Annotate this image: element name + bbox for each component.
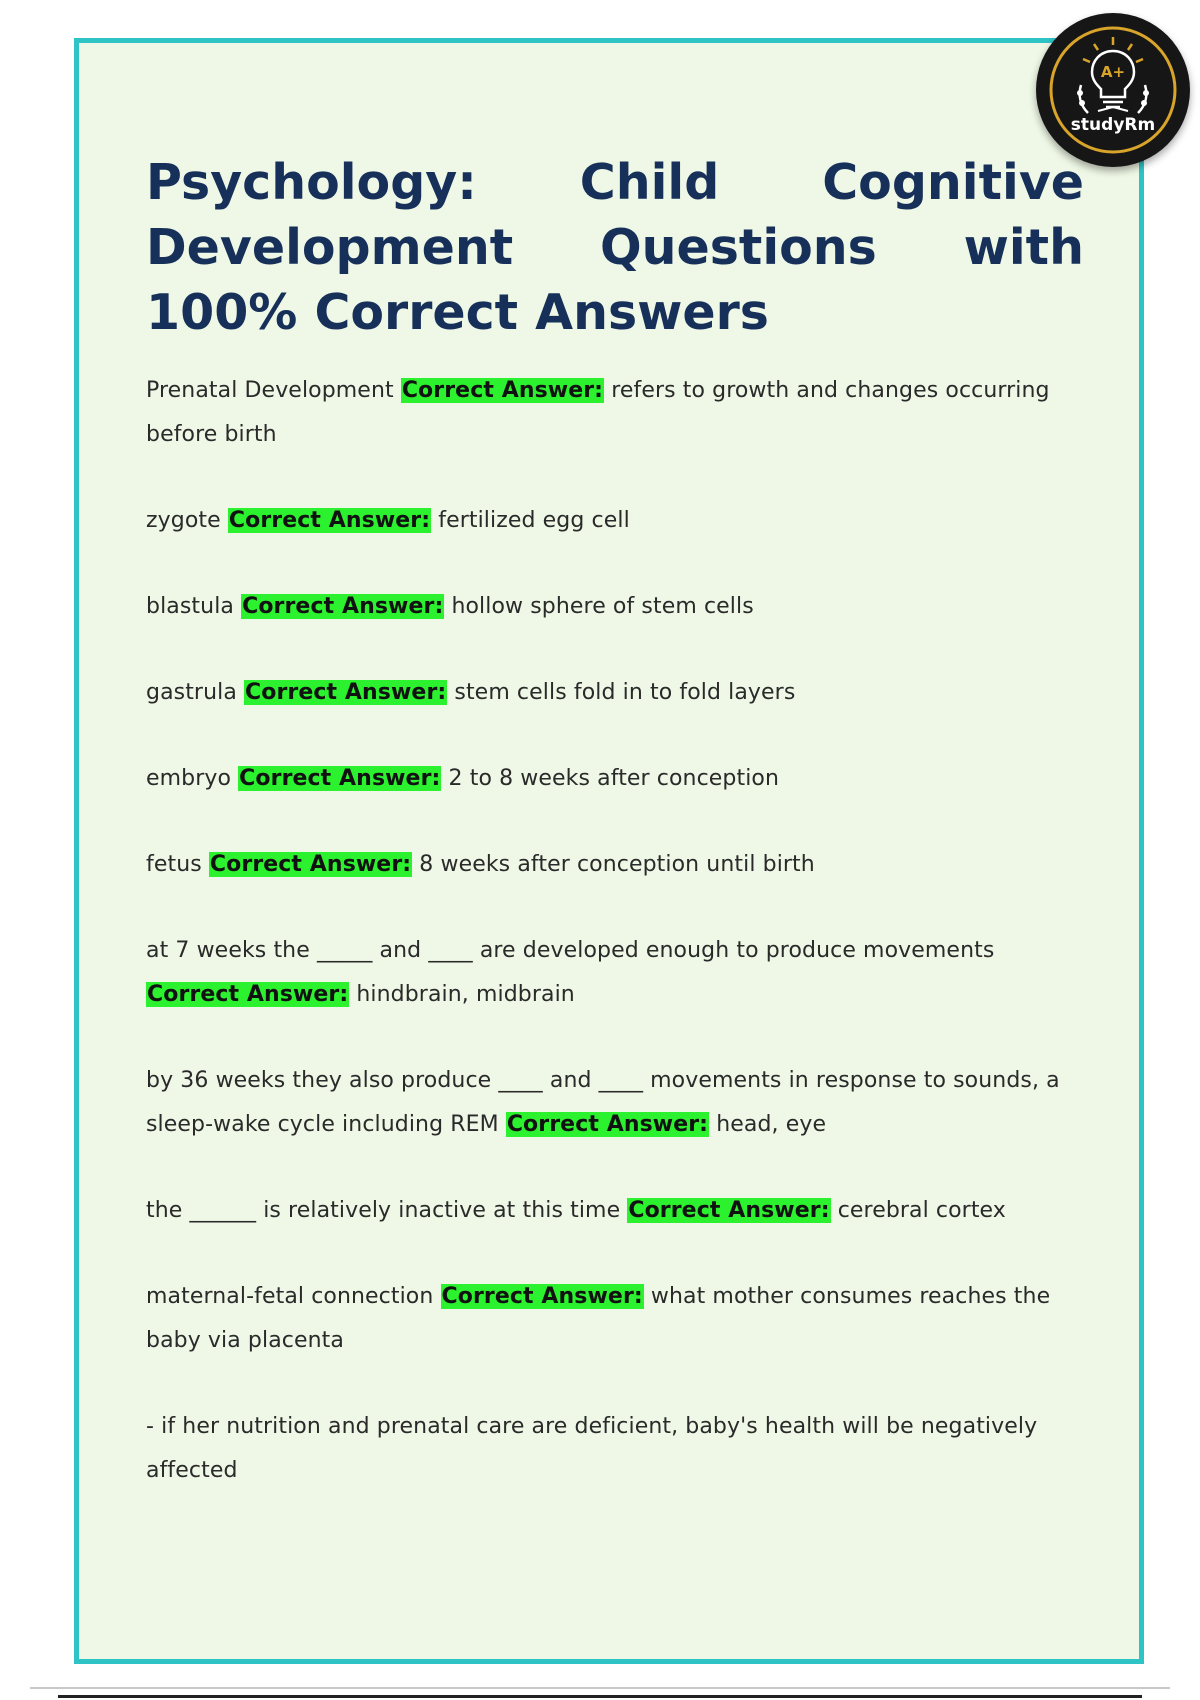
- qa-entry: [146, 1189, 1084, 1233]
- qa-entry: [146, 671, 1084, 715]
- correct-answer-label: Correct Answer:: [245, 680, 447, 705]
- qa-entry: [146, 1275, 1084, 1363]
- qa-answer: refers to growth and changes occurring before birth: [146, 378, 1050, 447]
- qa-answer: 8 weeks after conception until birth: [419, 852, 815, 877]
- correct-answer-label: Correct Answer:: [401, 378, 604, 403]
- correct-answer-label: Correct Answer:: [506, 1112, 709, 1137]
- a-plus-badge: A+: [1100, 63, 1126, 81]
- note-paragraph: - if her nutrition and prenatal care are deficient, baby's health will be negatively affected: [146, 1414, 1038, 1483]
- qa-entry: [146, 843, 1084, 887]
- qa-term: maternal-fetal connection: [146, 1284, 434, 1309]
- correct-answer-label: Correct Answer:: [209, 852, 412, 877]
- qa-answer: hollow sphere of stem cells: [451, 594, 754, 619]
- qa-term: the ______ is relatively inactive at this time: [146, 1198, 621, 1223]
- correct-answer-label: Correct Answer:: [239, 766, 441, 791]
- lightbulb-icon: [1036, 13, 1190, 167]
- qa-entry: [146, 499, 1084, 543]
- qa-term: gastrula: [146, 680, 237, 705]
- qa-answer: head, eye: [716, 1112, 827, 1137]
- qa-answer: fertilized egg cell: [438, 508, 630, 533]
- qa-term: at 7 weeks the _____ and ____ are developed enough to produce movements: [146, 938, 995, 963]
- qa-entry: [146, 1059, 1084, 1147]
- logo-text: studyRm: [1070, 115, 1156, 135]
- qa-answer: 2 to 8 weeks after conception: [448, 766, 780, 791]
- qa-entry: [146, 929, 1084, 1017]
- page-divider: [30, 1687, 1170, 1689]
- qa-answer: what mother consumes reaches the baby via placenta: [146, 1284, 1051, 1353]
- qa-entry: [146, 585, 1084, 629]
- document-title: Psychology: Child Cognitive Development Questions with 100% Correct Answers: [146, 154, 1084, 341]
- correct-answer-label: Correct Answer:: [628, 1198, 830, 1223]
- qa-term: zygote: [146, 508, 221, 533]
- correct-answer-label: Correct Answer:: [147, 982, 349, 1007]
- qa-term: blastula: [146, 594, 234, 619]
- qa-entry: [146, 369, 1084, 457]
- correct-answer-label: Correct Answer:: [228, 508, 431, 533]
- qa-answer: stem cells fold in to fold layers: [454, 680, 796, 705]
- correct-answer-label: Correct Answer:: [441, 1284, 643, 1309]
- qa-term: embryo: [146, 766, 232, 791]
- studyrm-logo: [1036, 13, 1190, 167]
- qa-term: by 36 weeks they also produce ____ and ____ movements in response to sounds, a sleep-wake cycle including REM: [146, 1068, 1060, 1137]
- document-content: [146, 150, 1084, 1535]
- correct-answer-label: Correct Answer:: [242, 594, 444, 619]
- qa-answer: cerebral cortex: [837, 1198, 1006, 1223]
- qa-answer: hindbrain, midbrain: [356, 982, 575, 1007]
- qa-term: fetus: [146, 852, 202, 877]
- next-page-edge: [58, 1695, 1142, 1698]
- qa-entry: [146, 757, 1084, 801]
- qa-list: [146, 369, 1084, 1363]
- qa-term: Prenatal Development: [146, 378, 394, 403]
